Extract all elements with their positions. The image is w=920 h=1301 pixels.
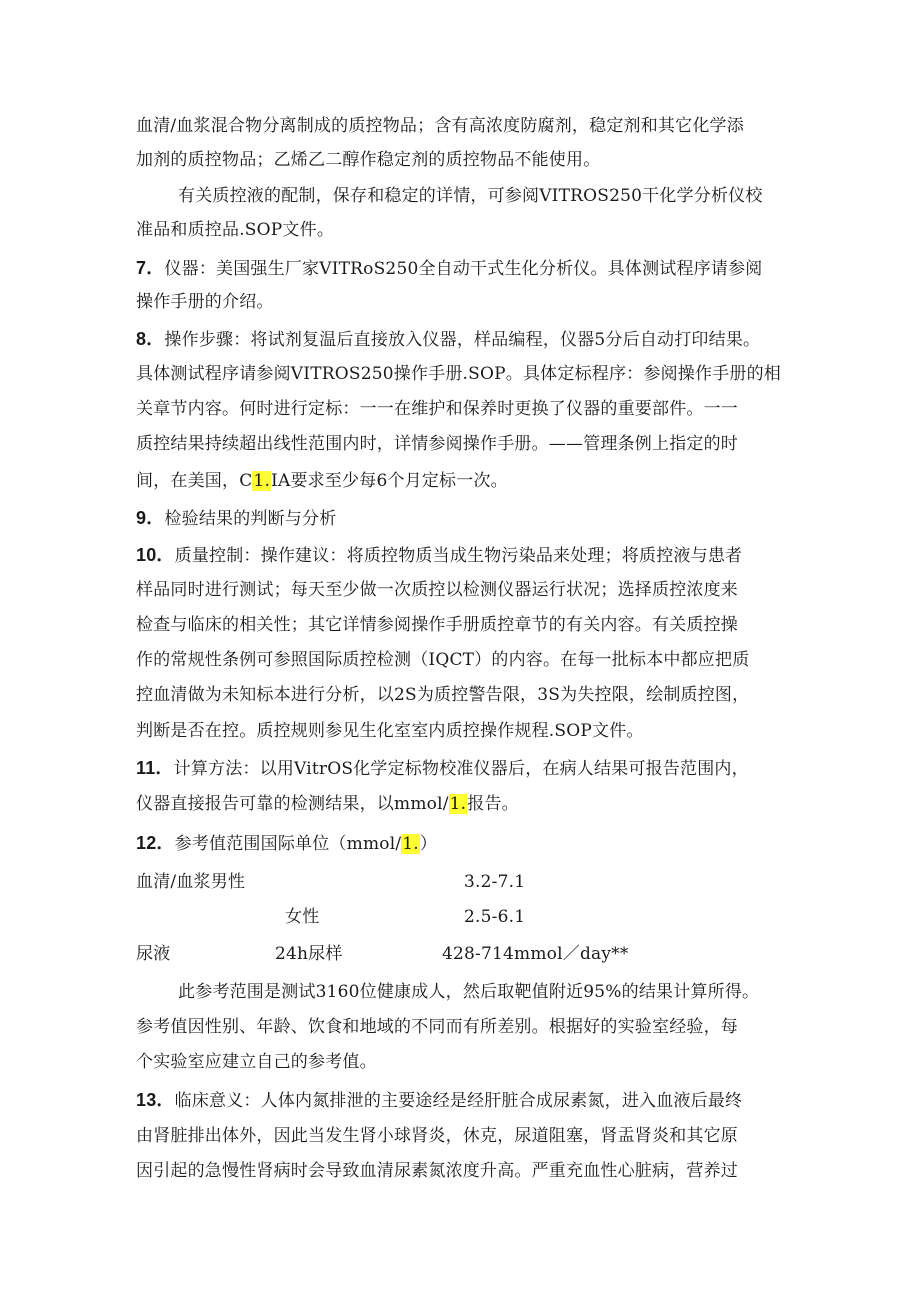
text-line: 个实验室应建立自己的参考值。 xyxy=(136,1052,377,1072)
section-text: 临床意义：人体内氮排泄的主要途经是经肝脏合成尿素氮，进入血液后最终 xyxy=(174,1091,743,1111)
reference-value: 428-714mmol／day** xyxy=(442,944,629,964)
text-line: 因引起的急慢性肾病时会导致血清尿素氮浓度升高。严重充血性心脏病，营养过 xyxy=(136,1161,738,1181)
reference-value: 2.5-6.1 xyxy=(464,907,526,927)
section-8 xyxy=(136,324,760,354)
text-line: 操作手册的介绍。 xyxy=(136,292,274,312)
text-segment: 仪器直接报告可靠的检测结果，以mmol/ xyxy=(136,794,449,814)
section-number: 10． xyxy=(136,545,175,565)
section-9 xyxy=(136,503,336,533)
section-13 xyxy=(136,1085,742,1115)
text-line: 关章节内容。何时进行定标：一一在维护和保养时更换了仪器的重要部件。一一 xyxy=(136,399,738,419)
text-line: 检查与临床的相关性；其它详情参阅操作手册质控章节的有关内容。有关质控操 xyxy=(136,615,738,635)
text-segment: 间，在美国，C xyxy=(136,471,253,491)
section-text: 检验结果的判断与分析 xyxy=(164,509,337,529)
section-number: 13． xyxy=(136,1090,175,1110)
section-text: ） xyxy=(419,834,438,854)
section-10 xyxy=(136,540,742,570)
text-line: 由肾脏排出体外，因此当发生肾小球肾炎，休克，尿道阻塞，肾盂肾炎和其它原 xyxy=(136,1126,738,1146)
section-text: 计算方法：以用VitrOS化学定标物校准仪器后，在病人结果可报告范围内， xyxy=(173,759,749,779)
highlighted-text: 1. xyxy=(253,471,271,491)
section-11 xyxy=(136,753,749,783)
reference-label: 血清/血浆男性 xyxy=(136,872,246,892)
highlighted-text: 1. xyxy=(449,794,467,814)
reference-label: 尿液 xyxy=(136,944,171,964)
text-line: 血清/血浆混合物分离制成的质控物品；含有高浓度防腐剂，稳定剂和其它化学添 xyxy=(136,116,744,136)
text-line xyxy=(136,466,508,496)
text-line: 判断是否在控。质控规则参见生化室室内质控操作规程.SOP文件。 xyxy=(136,721,644,741)
highlighted-text: 1. xyxy=(402,834,419,854)
section-7 xyxy=(136,253,762,283)
section-number: 9． xyxy=(136,508,165,528)
paragraph-line: 有关质控液的配制，保存和稳定的详情，可参阅VITROS250干化学分析仪校 xyxy=(178,186,763,206)
text-line: 样品同时进行测试；每天至少做一次质控以检测仪器运行状况；选择质控浓度来 xyxy=(136,580,738,600)
text-line: 加剂的质控物品；乙烯乙二醇作稳定剂的质控物品不能使用。 xyxy=(136,150,601,170)
reference-sample: 24h尿样 xyxy=(275,944,343,964)
reference-value: 3.2-7.1 xyxy=(464,872,526,892)
section-text: 操作步骤：将试剂复温后直接放入仪器，样品编程，仪器5分后自动打印结果。 xyxy=(164,330,761,350)
text-line: 质控结果持续超出线性范围内时，详情参阅操作手册。——管理条例上指定的时 xyxy=(136,434,738,454)
text-segment: 报告。 xyxy=(467,794,519,814)
section-text: 质量控制：操作建议：将质控物质当成生物污染品来处理；将质控液与患者 xyxy=(174,546,743,566)
text-line: 具体测试程序请参阅VITROS250操作手册.SOP。具体定标程序：参阅操作手册的相 xyxy=(136,364,781,384)
section-number: 11． xyxy=(136,758,174,778)
text-line: 准品和质控品.SOP文件。 xyxy=(136,220,335,240)
reference-row-serum-male xyxy=(136,867,245,897)
paragraph-line: 此参考范围是测试3160位健康成人，然后取靶值附近95%的结果计算所得。 xyxy=(178,982,760,1002)
text-line xyxy=(136,789,519,819)
text-segment: IA要求至少每6个月定标一次。 xyxy=(271,471,508,491)
section-text: 参考值范围国际单位（mmol/ xyxy=(174,834,402,854)
section-number: 12． xyxy=(136,833,175,853)
reference-label: 女性 xyxy=(285,907,320,927)
text-line: 控血清做为未知标本进行分析，以2S为质控警告限，3S为失控限，绘制质控图， xyxy=(136,685,750,705)
section-text: 仪器：美国强生厂家VITRoS250全自动干式生化分析仪。具体测试程序请参阅 xyxy=(164,259,763,279)
section-number: 8． xyxy=(136,329,165,349)
section-number: 7． xyxy=(136,258,165,278)
text-line: 参考值因性别、年龄、饮食和地域的不同而有所差别。根据好的实验室经验，每 xyxy=(136,1017,738,1037)
section-12 xyxy=(136,828,437,858)
text-line: 作的常规性条例可参照国际质控检测（IQCT）的内容。在每一批标本中都应把质 xyxy=(136,650,750,670)
